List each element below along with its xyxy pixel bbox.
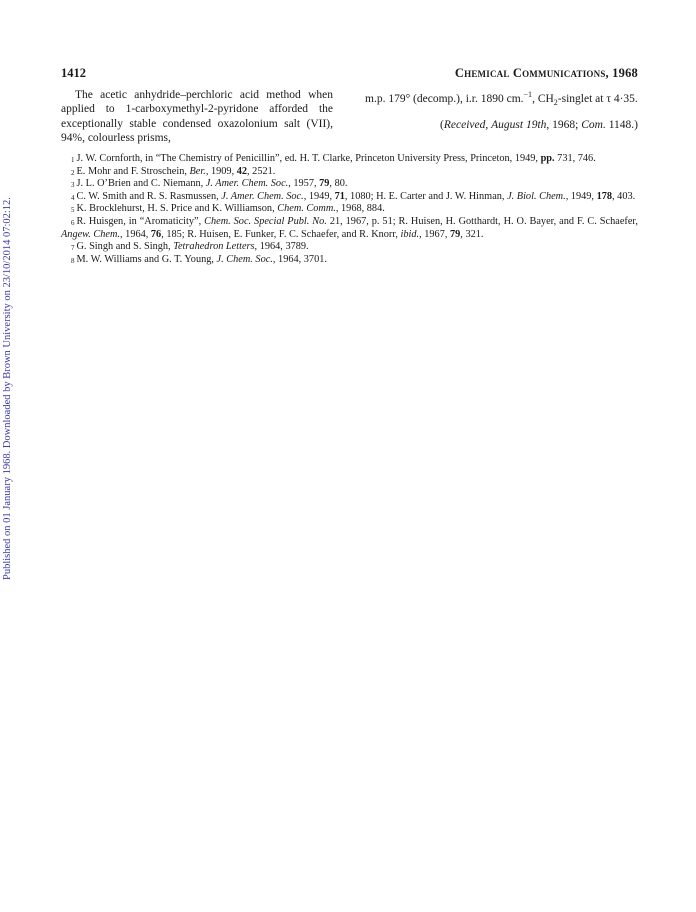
volume-number: 79 bbox=[450, 228, 461, 240]
reference-item bbox=[61, 178, 638, 191]
reference-number: 6 bbox=[71, 218, 75, 227]
journal-name: Ber. bbox=[189, 165, 206, 177]
journal-name: J. Amer. Chem. Soc. bbox=[221, 190, 304, 202]
body-column-right bbox=[365, 88, 638, 133]
reference-item bbox=[61, 254, 638, 267]
journal-name: ibid. bbox=[400, 228, 420, 240]
reference-item bbox=[61, 216, 638, 241]
volume-number: 79 bbox=[319, 178, 330, 190]
text-run: , 1964, 3789. bbox=[254, 241, 309, 253]
text-run: , 1964, 3701. bbox=[272, 253, 327, 265]
text-run: , 1909, bbox=[205, 165, 237, 177]
text-run: , 1949, bbox=[565, 190, 597, 202]
body-column-left bbox=[61, 88, 333, 145]
journal-name: J. Amer. Chem. Soc. bbox=[205, 178, 289, 190]
text-run: , 185; R. Huisen, E. Funker, F. C. Schaefer, and R. Knorr, bbox=[161, 228, 401, 240]
reference-item bbox=[61, 203, 638, 216]
text-run: J. W. Cornforth, in “The Chemistry of Penicillin”, ed. H. T. Clarke, Princeton University Press, Princeton, 1949, bbox=[76, 153, 541, 164]
text-run: , 80. bbox=[329, 178, 348, 190]
text-run: J. L. O’Brien and C. Niemann, bbox=[76, 178, 206, 190]
volume-number: 42 bbox=[236, 165, 248, 177]
journal-name: Chem. Soc. Special Publ. No. bbox=[204, 215, 327, 227]
text-run: , 2521. bbox=[247, 165, 276, 177]
text-run: , 1968, 884. bbox=[335, 203, 385, 215]
text-run: , 1957, bbox=[288, 178, 320, 190]
page-header bbox=[61, 66, 638, 82]
reference-item bbox=[61, 191, 638, 204]
volume-number: 71 bbox=[334, 190, 345, 202]
volume-number: 76 bbox=[150, 228, 162, 240]
text-run: , 1080; H. E. Carter and J. W. Hinman, bbox=[344, 190, 508, 202]
text-run: m.p. 179° (decomp.), i.r. 1890 cm. bbox=[365, 92, 524, 105]
text-run: ( bbox=[440, 119, 444, 132]
journal-name: J. Biol. Chem. bbox=[507, 190, 566, 202]
reference-number: 7 bbox=[71, 244, 75, 253]
text-run: , 1967, bbox=[419, 228, 450, 240]
subscript: 2 bbox=[553, 98, 558, 108]
text-run: C. W. Smith and R. S. Rasmussen, bbox=[76, 190, 222, 202]
journal-name: J. Chem. Soc. bbox=[216, 253, 273, 265]
text-run: -singlet at τ 4·35. bbox=[557, 92, 638, 105]
page-number: 1412 bbox=[61, 66, 86, 80]
reference-number: 3 bbox=[71, 181, 75, 190]
references-list bbox=[61, 153, 638, 266]
communication-number: 1148.) bbox=[605, 119, 638, 132]
text-run: K. Brocklehurst, H. S. Price and K. Williamson, bbox=[76, 203, 278, 215]
text-run: , 1949, bbox=[303, 190, 335, 202]
text-run: G. Singh and S. Singh, bbox=[76, 241, 174, 253]
journal-title: Chemical Communications, 1968 bbox=[454, 66, 638, 80]
text-run: , 1964, bbox=[120, 228, 151, 240]
bold-run: pp. bbox=[540, 153, 555, 164]
text-run: , 403. bbox=[612, 190, 636, 202]
reference-item bbox=[61, 153, 638, 166]
received-line bbox=[365, 118, 638, 132]
reference-item bbox=[61, 241, 638, 254]
text-run: 21, 1967, p. 51; R. Huisen, H. Gotthardt, H. O. Bayer, and F. C. Schaefer, bbox=[326, 215, 638, 227]
received-year: , 1968; bbox=[546, 119, 582, 132]
received-date: August 19th bbox=[491, 119, 547, 132]
journal-name: Chem. Comm. bbox=[277, 203, 336, 215]
reference-number: 1 bbox=[71, 156, 75, 164]
reference-number: 8 bbox=[71, 256, 75, 265]
text-run: M. W. Williams and G. T. Young, bbox=[76, 253, 217, 265]
received-label: Received bbox=[443, 119, 486, 132]
volume-number: 178 bbox=[596, 190, 613, 202]
journal-name: Angew. Chem. bbox=[61, 228, 121, 240]
superscript: −1 bbox=[523, 90, 533, 99]
reference-number: 4 bbox=[71, 193, 75, 202]
communication-label: Com. bbox=[581, 119, 606, 132]
download-watermark-text: Published on 01 January 1968. Downloaded by Brown University on 23/10/2014 07:02:12. bbox=[2, 197, 13, 580]
body-paragraph: The acetic anhydride–perchloric acid method when applied to 1-carboxymethyl-2-pyridone afforded the exceptionally stable condensed oxazolonium salt (VII), 94%, colourless prisms, bbox=[61, 89, 333, 144]
journal-name: Tetrahedron Letters bbox=[173, 241, 255, 253]
text-run: R. Huisgen, in “Aromaticity”, bbox=[76, 215, 205, 227]
reference-item bbox=[61, 166, 638, 179]
text-run: E. Mohr and F. Stroschein, bbox=[76, 165, 190, 177]
text-run: , 321. bbox=[460, 228, 484, 240]
reference-number: 5 bbox=[71, 206, 75, 215]
text-run: , bbox=[485, 119, 492, 132]
text-run: , CH bbox=[532, 92, 554, 105]
body-paragraph-continued bbox=[365, 88, 638, 110]
text-run: 731, 746. bbox=[554, 153, 596, 164]
download-watermark bbox=[2, 150, 16, 580]
reference-number: 2 bbox=[71, 168, 75, 177]
